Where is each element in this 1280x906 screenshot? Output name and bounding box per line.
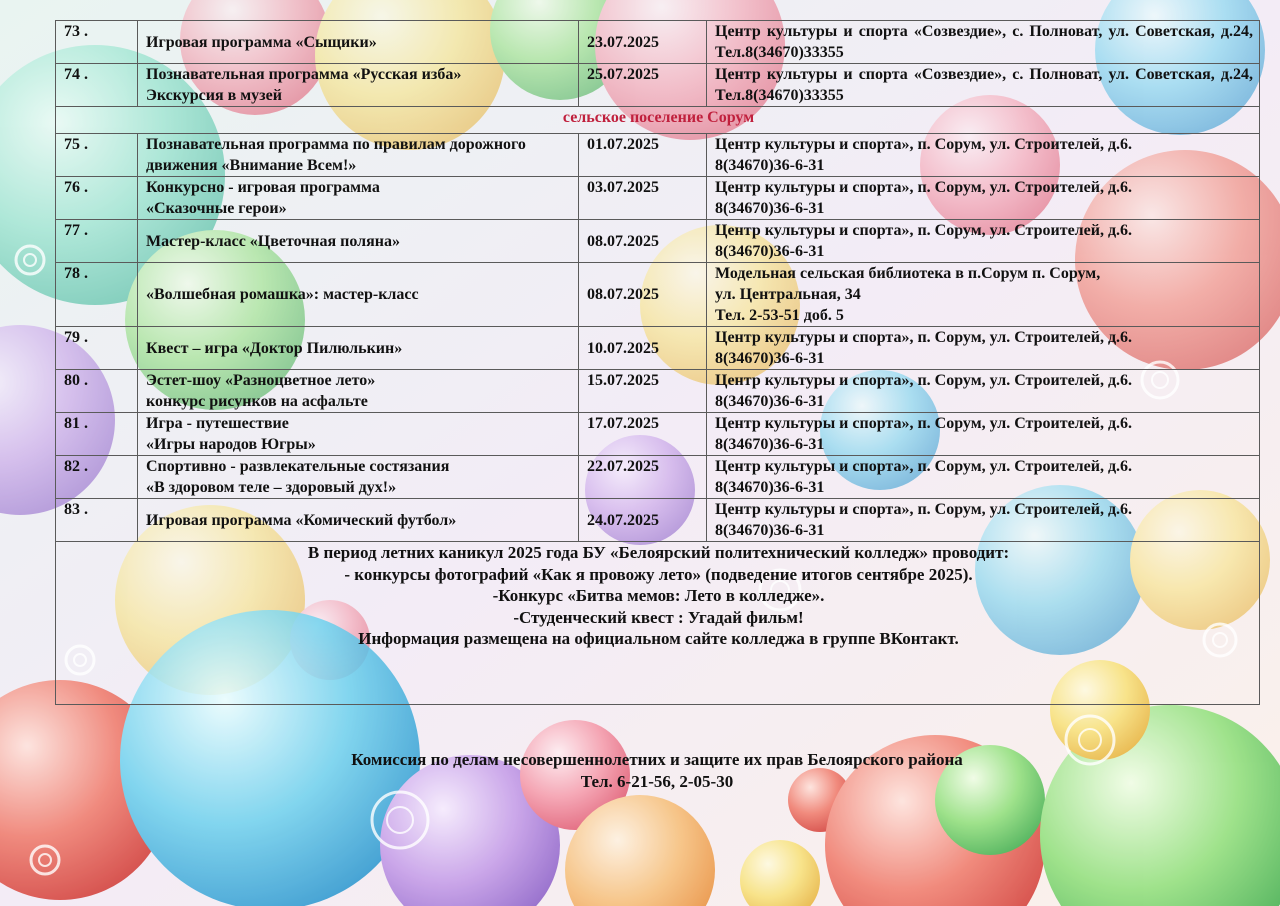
- event-place: [707, 64, 1260, 107]
- rows-polnovat: [56, 21, 1260, 107]
- row-number: 74 .: [56, 64, 138, 107]
- event-place-line: Модельная сельская библиотека в п.Сорум п. Сорум,: [715, 265, 1101, 282]
- commission-phones: Тел. 6-21-56, 2-05-30: [580, 772, 734, 791]
- table-row: [56, 327, 1260, 370]
- event-title: [138, 263, 579, 327]
- event-place: [707, 177, 1260, 220]
- event-title: [138, 64, 579, 107]
- event-date: 03.07.2025: [579, 177, 707, 220]
- college-note-line: - конкурсы фотографий «Как я провожу лето» (подведение итогов сентябре 2025).: [344, 564, 973, 584]
- event-place-line: 8(34670)36-6-31: [715, 393, 825, 410]
- table-row: [56, 370, 1260, 413]
- event-date: 23.07.2025: [579, 21, 707, 64]
- event-title-line: Квест – игра «Доктор Пилюлькин»: [146, 339, 403, 357]
- event-place-line: Центр культуры и спорта», п. Сорум, ул. Строителей, д.6.: [715, 179, 1133, 196]
- event-title: [138, 220, 579, 263]
- commission-block: [55, 749, 1259, 793]
- college-note-line: -Конкурс «Битва мемов: Лето в колледже».: [492, 586, 825, 605]
- event-place-line: Центр культуры и спорта», п. Сорум, ул. Строителей, д.6.: [715, 222, 1133, 239]
- event-place-line: 8(34670)36-6-31: [715, 200, 825, 217]
- event-title: [138, 456, 579, 499]
- event-title-line: Познавательная программа по правилам дорожного движения «Внимание Всем!»: [146, 136, 526, 174]
- event-title-line: «Игры народов Югры»: [146, 436, 316, 453]
- event-title-line: Игра - путешествие: [146, 415, 289, 432]
- event-place-line: 8(34670)36-6-31: [715, 436, 825, 453]
- event-title-line: «Волшебная ромашка»: мастер-класс: [146, 286, 419, 303]
- table-row: [56, 413, 1260, 456]
- event-place-line: Центр культуры и спорта», п. Сорум, ул. Строителей, д.6.: [715, 329, 1133, 346]
- table-row: [56, 21, 1260, 64]
- event-date: 22.07.2025: [579, 456, 707, 499]
- event-title-line: Игровая программа «Сыщики»: [146, 33, 377, 51]
- event-title-line: «В здоровом теле – здоровый дух!»: [146, 479, 397, 496]
- event-date: 10.07.2025: [579, 327, 707, 370]
- college-note-line: В период летних каникул 2025 года БУ «Белоярский политехнический колледж» проводит:: [307, 543, 1010, 562]
- event-place-line: 8(34670)36-6-31: [715, 479, 825, 496]
- event-title-line: Мастер-класс «Цветочная поляна»: [146, 232, 400, 250]
- event-place: [707, 499, 1260, 542]
- event-place-line: 8(34670)36-6-31: [715, 350, 825, 367]
- event-place-line: 8(34670)36-6-31: [715, 522, 825, 539]
- event-date: 15.07.2025: [579, 370, 707, 413]
- event-title: [138, 370, 579, 413]
- event-place-line: Центр культуры и спорта», п. Сорум, ул. Строителей, д.6.: [715, 372, 1133, 389]
- row-number: 83 .: [56, 499, 138, 542]
- event-place-line: Центр культуры и спорта «Созвездие», с. Полноват, ул. Советская, д.24, Тел.8(34670)33355: [715, 23, 1253, 61]
- table-row: [56, 263, 1260, 327]
- row-number: 76 .: [56, 177, 138, 220]
- event-place: [707, 327, 1260, 370]
- event-title-line: Спортивно - развлекательные состязания: [146, 458, 450, 475]
- row-number: 79 .: [56, 327, 138, 370]
- event-date: 08.07.2025: [579, 263, 707, 327]
- event-title-line: «Сказочные герои»: [146, 200, 287, 217]
- event-title-line: конкурс рисунков на асфальте: [146, 393, 368, 410]
- event-place: [707, 21, 1260, 64]
- event-place: [707, 263, 1260, 327]
- event-title-line: Познавательная программа «Русская изба»: [146, 66, 462, 83]
- event-place-line: ул. Центральная, 34: [715, 286, 861, 303]
- event-title-line: Игровая программа «Комический футбол»: [146, 511, 457, 529]
- row-number: 81 .: [56, 413, 138, 456]
- event-date: 24.07.2025: [579, 499, 707, 542]
- event-place-line: Тел. 2-53-51 доб. 5: [715, 307, 844, 324]
- table-row: [56, 64, 1260, 107]
- event-title: [138, 413, 579, 456]
- table-row: [56, 220, 1260, 263]
- event-place: [707, 370, 1260, 413]
- event-place-line: Центр культуры и спорта», п. Сорум, ул. Строителей, д.6.: [715, 458, 1133, 475]
- row-number: 77 .: [56, 220, 138, 263]
- events-table: [55, 20, 1260, 705]
- event-title-line: Эстет-шоу «Разноцветное лето»: [146, 372, 376, 389]
- event-place: [707, 134, 1260, 177]
- college-note-line: -Студенческий квест : Угадай фильм!: [513, 607, 804, 627]
- event-title: [138, 499, 579, 542]
- event-title: [138, 177, 579, 220]
- table-row: [56, 499, 1260, 542]
- section-heading: сельское поселение Сорум: [56, 107, 1260, 134]
- row-number: 82 .: [56, 456, 138, 499]
- event-place-line: 8(34670)36-6-31: [715, 243, 825, 260]
- event-title: [138, 327, 579, 370]
- college-note: [56, 542, 1260, 705]
- event-date: 25.07.2025: [579, 64, 707, 107]
- row-number: 73 .: [56, 21, 138, 64]
- event-title-line: Конкурсно - игровая программа: [146, 179, 380, 196]
- event-title-line: Экскурсия в музей: [146, 87, 282, 104]
- event-place-line: Центр культуры и спорта», п. Сорум, ул. Строителей, д.6.: [715, 136, 1133, 153]
- rows-sorum: [56, 134, 1260, 542]
- event-place-line: Центр культуры и спорта «Созвездие», с. Полноват, ул. Советская, д.24, Тел.8(34670)33355: [715, 66, 1253, 104]
- row-number: 75 .: [56, 134, 138, 177]
- section-row: [56, 107, 1260, 134]
- event-place-line: Центр культуры и спорта», п. Сорум, ул. Строителей, д.6.: [715, 415, 1133, 432]
- table-row: [56, 456, 1260, 499]
- event-title: [138, 134, 579, 177]
- event-date: 17.07.2025: [579, 413, 707, 456]
- table-row: [56, 177, 1260, 220]
- event-date: 01.07.2025: [579, 134, 707, 177]
- event-place: [707, 456, 1260, 499]
- event-title: [138, 21, 579, 64]
- footer-row: [56, 542, 1260, 705]
- event-place-line: 8(34670)36-6-31: [715, 157, 825, 174]
- college-note-line: Информация размещена на официальном сайте колледжа в группе ВКонтакт.: [358, 629, 959, 648]
- commission-name: Комиссия по делам несовершеннолетних и защите их прав Белоярского района: [351, 750, 963, 769]
- table-row: [56, 134, 1260, 177]
- event-place-line: Центр культуры и спорта», п. Сорум, ул. Строителей, д.6.: [715, 501, 1133, 518]
- event-place: [707, 220, 1260, 263]
- row-number: 78 .: [56, 263, 138, 327]
- row-number: 80 .: [56, 370, 138, 413]
- event-date: 08.07.2025: [579, 220, 707, 263]
- event-place: [707, 413, 1260, 456]
